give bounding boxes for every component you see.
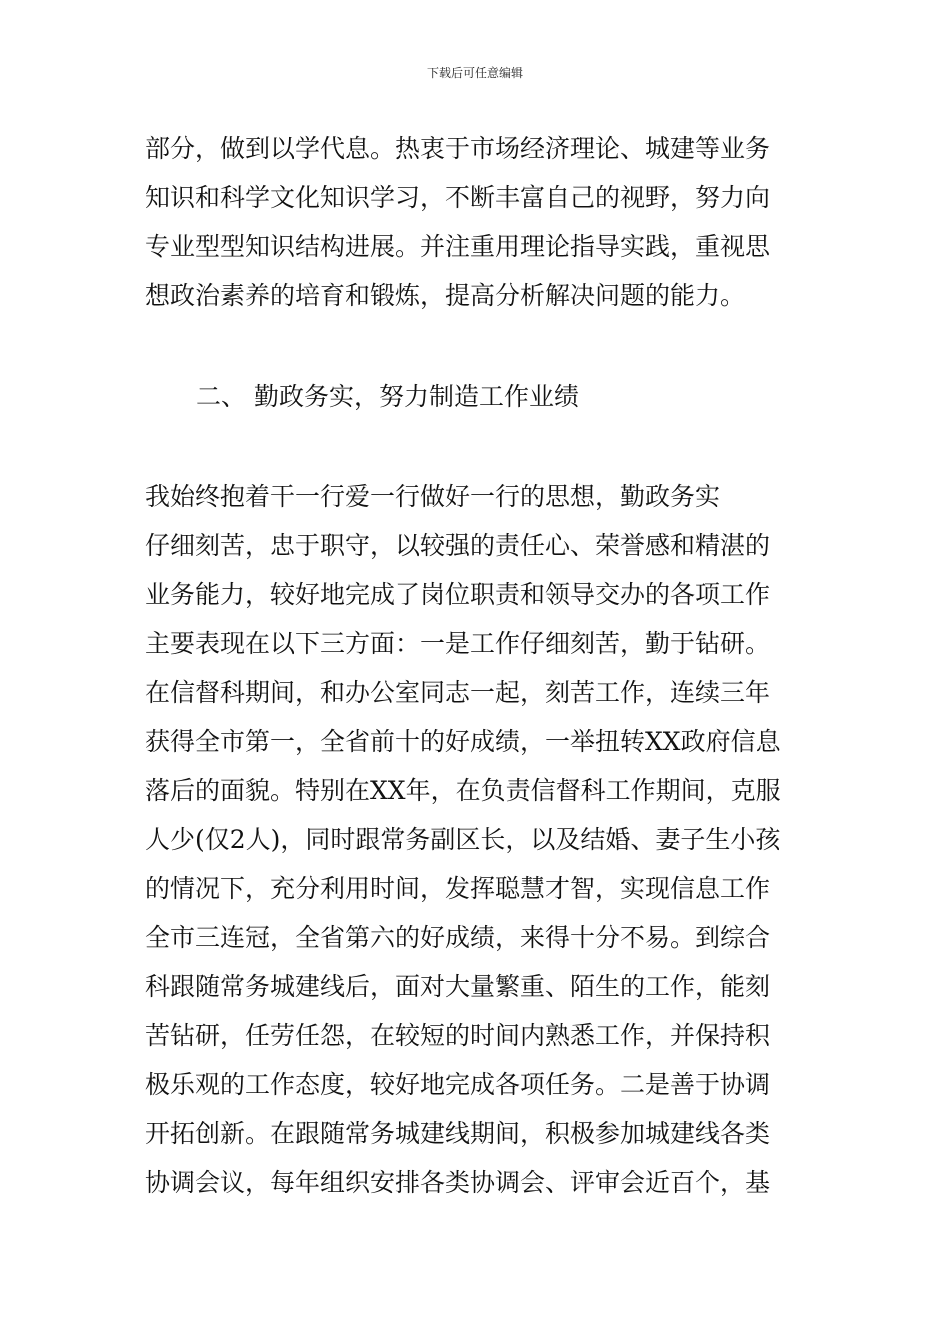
text-line: 部分，做到以学代息。热衷于市场经济理论、城建等业务 (145, 134, 771, 163)
page-header: 下载后可任意编辑 (426, 66, 523, 80)
text-line: 人少(仅2人)，同时跟常务副区长，以及结婚、妻子生小孩 (145, 825, 781, 854)
text-line: 知识和科学文化知识学习，不断丰富自己的视野，努力向 (145, 183, 771, 212)
text-line: 开拓创新。在跟随常务城建线期间，积极参加城建线各类 (145, 1119, 771, 1148)
text-line: 苦钻研，任劳任怨，在较短的时间内熟悉工作，并保持积 (145, 1021, 771, 1050)
text-line: 全市三连冠，全省第六的好成绩，来得十分不易。到综合 (145, 923, 771, 952)
text-line: 专业型型知识结构进展。并注重用理论指导实践，重视思 (145, 232, 771, 261)
section-heading: 二、 勤政务实，努力制造工作业绩 (196, 382, 579, 411)
text-line: 仔细刻苦，忠于职守，以较强的责任心、荣誉感和精湛的 (145, 531, 771, 560)
text-line: 的情况下，充分利用时间，发挥聪慧才智，实现信息工作 (145, 874, 771, 903)
text-line: 获得全市第一，全省前十的好成绩，一举扭转XX政府信息 (145, 727, 781, 756)
text-line: 想政治素养的培育和锻炼，提高分析解决问题的能力。 (145, 281, 746, 310)
text-line: 我始终抱着干一行爱一行做好一行的思想，勤政务实 (145, 482, 721, 511)
text-line: 落后的面貌。特别在XX年，在负责信督科工作期间，克服 (145, 776, 781, 805)
text-line: 在信督科期间，和办公室同志一起，刻苦工作，连续三年 (145, 678, 771, 707)
text-line: 业务能力，较好地完成了岗位职责和领导交办的各项工作 (145, 580, 771, 609)
text-line: 协调会议，每年组织安排各类协调会、评审会近百个，基 (145, 1168, 771, 1197)
text-line: 科跟随常务城建线后，面对大量繁重、陌生的工作，能刻 (145, 972, 771, 1001)
text-line: 主要表现在以下三方面：一是工作仔细刻苦，勤于钻研。 (145, 629, 771, 658)
text-line: 极乐观的工作态度，较好地完成各项任务。二是善于协调 (145, 1070, 771, 1099)
